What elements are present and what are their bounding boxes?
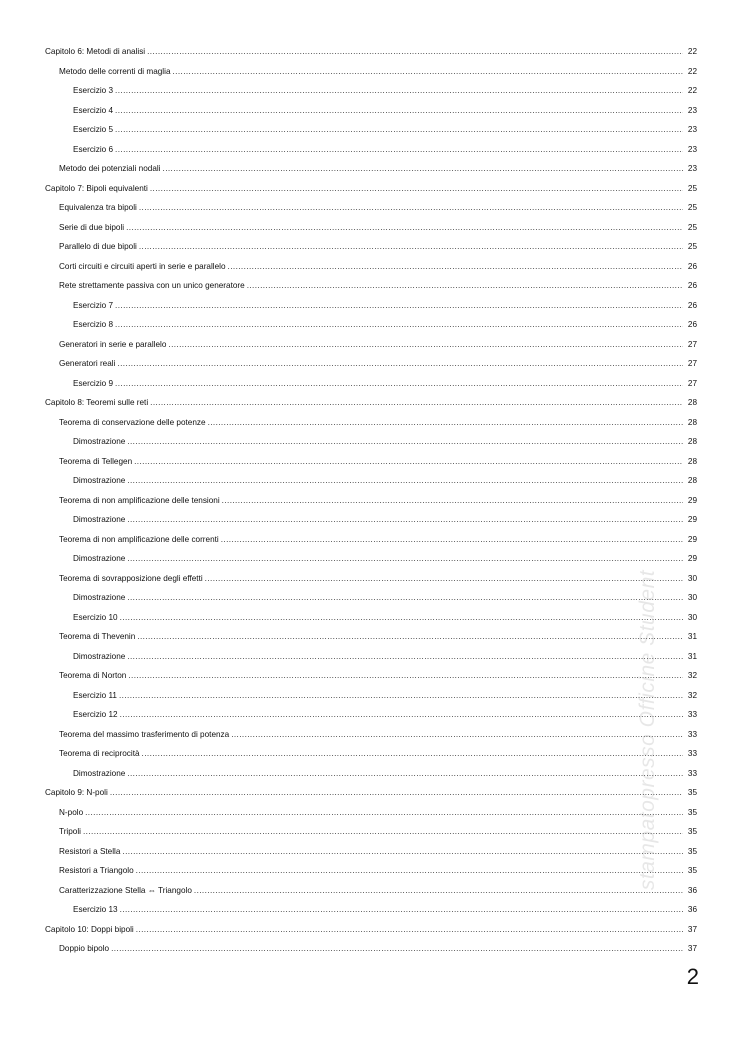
toc-entry-label: Teorema del massimo trasferimento di potenza bbox=[59, 729, 230, 739]
toc-section-entry[interactable] bbox=[45, 744, 697, 764]
toc-entry-label: Generatori in serie e parallelo bbox=[59, 339, 167, 349]
toc-section-entry[interactable] bbox=[45, 725, 697, 745]
dot-leader bbox=[222, 491, 683, 511]
toc-subsection-entry[interactable] bbox=[45, 81, 697, 101]
toc-entry-page: 31 bbox=[687, 632, 697, 641]
dot-leader bbox=[228, 257, 683, 277]
dot-leader bbox=[136, 861, 683, 881]
dot-leader bbox=[194, 881, 683, 901]
toc-entry-label: Resistori a Stella bbox=[59, 846, 121, 856]
toc-subsection-entry[interactable] bbox=[45, 686, 697, 706]
toc-subsection-entry[interactable] bbox=[45, 315, 697, 335]
dot-leader bbox=[150, 179, 683, 199]
toc-entry-label: Capitolo 8: Teoremi sulle reti bbox=[45, 398, 149, 407]
toc-section-entry[interactable] bbox=[45, 803, 697, 823]
toc-entry-page: 23 bbox=[687, 144, 697, 154]
toc-entry-page: 22 bbox=[687, 66, 697, 76]
toc-entry-label: Esercizio 5 bbox=[73, 125, 114, 134]
dot-leader bbox=[150, 393, 683, 413]
toc-entry-label: Teorema di conservazione delle potenze bbox=[59, 417, 206, 427]
toc-entry-label: Capitolo 6: Metodi di analisi bbox=[45, 47, 146, 56]
toc-entry-label: Dimostrazione bbox=[73, 437, 126, 446]
toc-entry-page: 27 bbox=[687, 359, 697, 368]
toc-entry-label: Corti circuiti e circuiti aperti in serie e parallelo bbox=[59, 261, 226, 271]
toc-entry-label: Esercizio 11 bbox=[73, 690, 117, 700]
toc-entry-label: Esercizio 13 bbox=[73, 905, 118, 914]
toc-entry-page: 30 bbox=[687, 573, 697, 583]
toc-entry-page: 26 bbox=[687, 320, 697, 329]
toc-entry-label: Esercizio 8 bbox=[73, 320, 114, 329]
dot-leader bbox=[120, 705, 683, 725]
dot-leader bbox=[110, 783, 683, 803]
toc-entry-page: 26 bbox=[687, 300, 697, 310]
dot-leader bbox=[85, 803, 683, 823]
toc-entry-page: 22 bbox=[687, 86, 697, 95]
toc-section-entry[interactable] bbox=[45, 335, 697, 355]
dot-leader bbox=[205, 569, 683, 589]
toc-section-entry[interactable] bbox=[45, 491, 697, 511]
toc-entry-label: Capitolo 9: N-poli bbox=[45, 788, 108, 797]
dot-leader bbox=[120, 900, 683, 920]
dot-leader bbox=[134, 452, 683, 472]
page-number: 2 bbox=[686, 964, 699, 989]
toc-chapter-entry[interactable] bbox=[45, 783, 697, 803]
dot-leader bbox=[127, 471, 683, 491]
toc-entry-label: Dimostrazione bbox=[73, 593, 126, 602]
toc-chapter-entry[interactable] bbox=[45, 393, 697, 413]
toc-subsection-entry[interactable] bbox=[45, 374, 697, 394]
toc-entry-page: 26 bbox=[687, 281, 697, 290]
toc-entry-label: Dimostrazione bbox=[73, 515, 126, 524]
toc-entry-label: Generatori reali bbox=[59, 359, 116, 368]
toc-entry-label: Dimostrazione bbox=[73, 554, 126, 563]
toc-entry-page: 22 bbox=[687, 47, 697, 56]
toc-entry-page: 33 bbox=[687, 768, 697, 778]
toc-section-entry[interactable] bbox=[45, 452, 697, 472]
dot-leader bbox=[117, 354, 683, 374]
toc-entry-label: Metodo dei potenziali nodali bbox=[59, 164, 161, 173]
dot-leader bbox=[127, 588, 683, 608]
toc-entry-page: 30 bbox=[687, 612, 697, 622]
toc-entry-label: Esercizio 7 bbox=[73, 300, 114, 310]
toc-entry-label: Teorema di Tellegen bbox=[59, 456, 133, 466]
toc-section-entry[interactable] bbox=[45, 939, 697, 959]
dot-leader bbox=[115, 81, 683, 101]
toc-entry-page: 35 bbox=[687, 827, 697, 836]
toc-chapter-entry[interactable] bbox=[45, 42, 697, 62]
toc-subsection-entry[interactable] bbox=[45, 549, 697, 569]
toc-entry-label: Dimostrazione bbox=[73, 651, 126, 661]
dot-leader bbox=[137, 627, 683, 647]
toc-entry-label: Rete strettamente passiva con un unico generatore bbox=[59, 281, 245, 290]
toc-subsection-entry[interactable] bbox=[45, 296, 697, 316]
toc-section-entry[interactable] bbox=[45, 822, 697, 842]
toc-section-entry[interactable] bbox=[45, 62, 697, 82]
toc-entry-page: 26 bbox=[687, 261, 697, 271]
toc-entry-label: Resistori a Triangolo bbox=[59, 866, 134, 875]
toc-entry-page: 33 bbox=[687, 749, 697, 758]
toc-entry-label: Tripoli bbox=[59, 827, 81, 836]
dot-leader bbox=[127, 432, 683, 452]
toc-entry-label: Metodo delle correnti di maglia bbox=[59, 66, 171, 76]
toc-entry-page: 25 bbox=[687, 183, 697, 193]
toc-entry-label: Esercizio 12 bbox=[73, 710, 118, 719]
dot-leader bbox=[115, 315, 683, 335]
table-of-contents bbox=[45, 42, 697, 959]
toc-entry-page: 27 bbox=[687, 339, 697, 349]
toc-section-entry[interactable] bbox=[45, 881, 697, 901]
toc-subsection-entry[interactable] bbox=[45, 764, 697, 784]
toc-entry-page: 35 bbox=[687, 788, 697, 797]
toc-entry-label: Dimostrazione bbox=[73, 768, 126, 778]
watermark: stampatopresso Officine Student bbox=[636, 569, 659, 891]
toc-subsection-entry[interactable] bbox=[45, 101, 697, 121]
toc-section-entry[interactable] bbox=[45, 413, 697, 433]
dot-leader bbox=[111, 939, 683, 959]
toc-entry-page: 37 bbox=[687, 924, 697, 934]
dot-leader bbox=[139, 237, 683, 257]
toc-entry-page: 31 bbox=[687, 651, 697, 661]
toc-subsection-entry[interactable] bbox=[45, 510, 697, 530]
toc-chapter-entry[interactable] bbox=[45, 920, 697, 940]
dot-leader bbox=[127, 647, 683, 667]
toc-section-entry[interactable] bbox=[45, 842, 697, 862]
dot-leader bbox=[208, 413, 683, 433]
dot-leader bbox=[173, 62, 684, 82]
dot-leader bbox=[127, 510, 683, 530]
toc-entry-page: 28 bbox=[687, 417, 697, 427]
toc-section-entry[interactable] bbox=[45, 159, 697, 179]
toc-subsection-entry[interactable] bbox=[45, 705, 697, 725]
toc-entry-label: Doppio bipolo bbox=[59, 944, 110, 953]
toc-subsection-entry[interactable] bbox=[45, 608, 697, 628]
dot-leader bbox=[163, 159, 683, 179]
dot-leader bbox=[127, 549, 683, 569]
dot-leader bbox=[115, 296, 683, 316]
toc-entry-page: 23 bbox=[687, 164, 697, 173]
toc-entry-label: Teorema di non amplificazione delle tensioni bbox=[59, 495, 220, 505]
toc-entry-page: 36 bbox=[687, 885, 697, 895]
toc-entry-page: 29 bbox=[687, 554, 697, 563]
toc-entry-page: 35 bbox=[687, 846, 697, 856]
toc-entry-label: Caratterizzazione Stella ⇔ Triangolo bbox=[59, 885, 192, 895]
toc-entry-page: 25 bbox=[687, 222, 697, 232]
dot-leader bbox=[119, 686, 683, 706]
dot-leader bbox=[115, 101, 683, 121]
dot-leader bbox=[142, 744, 683, 764]
toc-chapter-entry[interactable] bbox=[45, 179, 697, 199]
toc-subsection-entry[interactable] bbox=[45, 588, 697, 608]
toc-subsection-entry[interactable] bbox=[45, 647, 697, 667]
toc-section-entry[interactable] bbox=[45, 354, 697, 374]
toc-entry-label: Esercizio 4 bbox=[73, 105, 114, 115]
toc-entry-page: 28 bbox=[687, 456, 697, 466]
dot-leader bbox=[231, 725, 683, 745]
toc-entry-page: 30 bbox=[687, 593, 697, 602]
toc-entry-page: 32 bbox=[687, 671, 697, 680]
toc-section-entry[interactable] bbox=[45, 257, 697, 277]
dot-leader bbox=[83, 822, 683, 842]
dot-leader bbox=[115, 140, 683, 160]
toc-subsection-entry[interactable] bbox=[45, 432, 697, 452]
toc-entry-label: Teorema di sovrapposizione degli effetti bbox=[59, 573, 203, 583]
toc-entry-page: 27 bbox=[687, 378, 697, 388]
toc-section-entry[interactable] bbox=[45, 861, 697, 881]
toc-entry-page: 28 bbox=[687, 398, 697, 407]
toc-entry-page: 28 bbox=[687, 437, 697, 446]
toc-entry-label: Teorema di non amplificazione delle correnti bbox=[59, 534, 219, 544]
toc-subsection-entry[interactable] bbox=[45, 471, 697, 491]
toc-entry-label: Serie di due bipoli bbox=[59, 222, 125, 232]
toc-entry-page: 29 bbox=[687, 495, 697, 505]
toc-entry-label: Parallelo di due bipoli bbox=[59, 242, 137, 251]
toc-entry-label: Dimostrazione bbox=[73, 476, 126, 485]
toc-entry-label: Teorema di reciprocità bbox=[59, 749, 140, 758]
toc-subsection-entry[interactable] bbox=[45, 120, 697, 140]
toc-entry-label: Esercizio 9 bbox=[73, 378, 114, 388]
toc-section-entry[interactable] bbox=[45, 627, 697, 647]
toc-entry-page: 33 bbox=[687, 729, 697, 739]
dot-leader bbox=[127, 764, 683, 784]
toc-entry-page: 33 bbox=[687, 710, 697, 719]
toc-entry-page: 29 bbox=[687, 515, 697, 524]
dot-leader bbox=[122, 842, 683, 862]
toc-entry-label: Equivalenza tra bipoli bbox=[59, 203, 137, 212]
dot-leader bbox=[120, 608, 683, 628]
toc-section-entry[interactable] bbox=[45, 237, 697, 257]
dot-leader bbox=[168, 335, 683, 355]
toc-entry-label: Esercizio 10 bbox=[73, 612, 118, 622]
toc-entry-page: 36 bbox=[687, 905, 697, 914]
toc-entry-page: 35 bbox=[687, 866, 697, 875]
toc-entry-page: 35 bbox=[687, 807, 697, 817]
toc-entry-page: 25 bbox=[687, 242, 697, 251]
toc-section-entry[interactable] bbox=[45, 276, 697, 296]
toc-entry-page: 23 bbox=[687, 105, 697, 115]
toc-section-entry[interactable] bbox=[45, 569, 697, 589]
dot-leader bbox=[115, 374, 683, 394]
toc-entry-label: Teorema di Norton bbox=[59, 671, 127, 680]
toc-section-entry[interactable] bbox=[45, 198, 697, 218]
dot-leader bbox=[247, 276, 683, 296]
toc-entry-page: 37 bbox=[687, 944, 697, 953]
toc-entry-page: 29 bbox=[687, 534, 697, 544]
toc-entry-label: N-polo bbox=[59, 807, 84, 817]
dot-leader bbox=[221, 530, 683, 550]
toc-entry-label: Esercizio 3 bbox=[73, 86, 114, 95]
dot-leader bbox=[128, 666, 683, 686]
toc-entry-page: 25 bbox=[687, 203, 697, 212]
toc-entry-label: Teorema di Thevenin bbox=[59, 632, 136, 641]
toc-section-entry[interactable] bbox=[45, 530, 697, 550]
toc-entry-page: 32 bbox=[687, 690, 697, 700]
toc-subsection-entry[interactable] bbox=[45, 140, 697, 160]
toc-entry-label: Capitolo 7: Bipoli equivalenti bbox=[45, 183, 148, 193]
dot-leader bbox=[139, 198, 683, 218]
toc-entry-label: Esercizio 6 bbox=[73, 144, 114, 154]
dot-leader bbox=[147, 42, 683, 62]
toc-entry-label: Capitolo 10: Doppi bipoli bbox=[45, 924, 134, 934]
toc-entry-page: 23 bbox=[687, 125, 697, 134]
dot-leader bbox=[126, 218, 683, 238]
toc-section-entry[interactable] bbox=[45, 666, 697, 686]
toc-subsection-entry[interactable] bbox=[45, 900, 697, 920]
dot-leader bbox=[115, 120, 683, 140]
toc-entry-page: 28 bbox=[687, 476, 697, 485]
dot-leader bbox=[136, 920, 683, 940]
toc-section-entry[interactable] bbox=[45, 218, 697, 238]
